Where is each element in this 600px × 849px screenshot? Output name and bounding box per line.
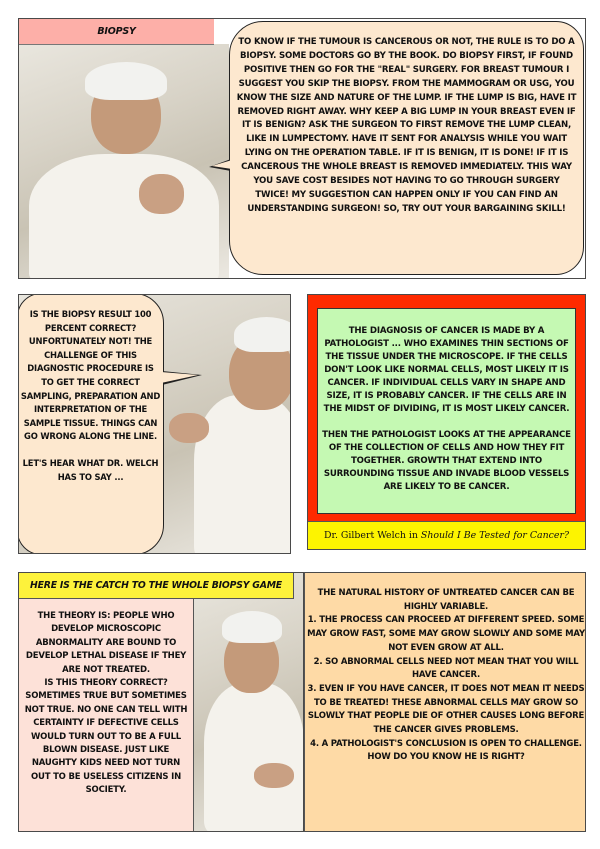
natural-history-text: [305, 587, 586, 765]
hand-shape: [169, 413, 209, 443]
intro-text: THE NATURAL HISTORY OF UNTREATED CANCER CAN BE HIGHLY VARIABLE.: [317, 588, 575, 612]
speech-text: TO KNOW IF THE TUMOUR IS CANCEROUS OR NOT, THE RULE IS TO DO A BIOPSY. SOME DOCTORS GO BY THE BOOK. DO BIOPSY FIRST, IF FOUND POSITIVE THEN GO FOR THE "REAL" SURGERY. FOR BREAST TUMOUR I SUGGEST YOU SKIP THE BIOPSY. FROM THE MAMMOGRAM OR USG, YOU KNOW THE SIZE AND NATURE OF THE LUMP. IF THE LUMP IS BIG, HAVE IT REMOVED RIGHT AWAY. WHY KEEP A BIG LUMP IN YOUR BREAST EVEN IF IT IS BENIGN? ASK THE SURGEON TO FIRST REMOVE THE LUMP CLEAN, LIKE IN LUMPECTOMY. HAVE IT SENT FOR ANALYSIS WHILE YOU WAIT LYING ON THE OPERATION TABLE. IF IT IS BENIGN, IT IS DONE! IF IT IS CANCEROUS THE WHOLE BREAST IS REMOVED IMMEDIATELY. THIS WAY YOU SAVE COST BESIDES NOT HAVING TO GO THROUGH SURGERY TWICE! MY SUGGESTION CAN HAPPEN ONLY IF YOU CAN FIND AN UNDERSTANDING SURGEON! SO, TRY OUT YOUR BARGAINING SKILL!: [236, 37, 577, 214]
doctor-photo-1: [19, 44, 229, 279]
speech-bubble: [229, 21, 584, 275]
hair-shape: [85, 62, 167, 100]
quote-paragraph-1: THE DIAGNOSIS OF CANCER IS MADE BY A PATHOLOGIST ... WHO EXAMINES THIN SECTIONS OF THE TISSUE UNDER THE MICROSCOPE. IF THE CELLS DON'T LOOK LIKE NORMAL CELLS, MOST LIKELY IT IS CANCER. IF INDIVIDUAL CELLS VARY IN SHAPE AND SIZE, IT IS PROBABLY CANCER. IF THE CELLS ARE IN THE MIDST OF DIVIDING, IT IS MOST LIKELY CANCER.: [323, 326, 570, 414]
quote-paragraph-2: THEN THE PATHOLOGIST LOOKS AT THE APPEARANCE OF THE COLLECTION OF CELLS AND HOW THEY FIT TOGETHER. GROWTH THAT EXTEND INTO SURROUNDING TISSUE AND INVADE BLOOD VESSELS ARE LIKELY TO BE CANCER.: [322, 430, 571, 492]
theory-question-text: IS THIS THEORY CORRECT? SOMETIMES TRUE BUT SOMETIMES NOT TRUE. NO ONE CAN TELL WITH CERTAINTY IF DEFECTIVE CELLS WOULD TURN OUT TO BE A FULL BLOWN DISEASE. JUST LIKE NAUGHTY KIDS NEED NOT TURN OUT TO BE USELESS CITIZENS IN SOCIETY.: [24, 678, 188, 796]
point-2: 2. SO ABNORMAL CELLS NEED NOT MEAN THAT YOU WILL HAVE CANCER.: [313, 656, 579, 681]
doctor-photo-3: [194, 573, 304, 832]
speech-bubble: [18, 294, 164, 554]
shirt-shape: [29, 154, 219, 279]
panel-biopsy-catch: [18, 572, 304, 832]
hand-shape: [254, 763, 294, 788]
point-4: 4. A PATHOLOGIST'S CONCLUSION IS OPEN TO CHALLENGE. HOW DO YOU KNOW HE IS RIGHT?: [310, 738, 582, 763]
shirt-shape: [204, 683, 304, 832]
caption-book-title: Should I Be Tested for Cancer?: [420, 530, 569, 541]
caption-author: Dr. Gilbert Welch in: [324, 530, 421, 541]
hand-shape: [139, 174, 184, 214]
point-1: 1. THE PROCESS CAN PROCEED AT DIFFERENT SPEED. SOME MAY GROW FAST, SOME MAY GROW SLOWLY AND SOME MAY NOT EVEN GROW AT ALL.: [307, 615, 585, 653]
speech-text: IS THE BIOPSY RESULT 100 PERCENT CORRECT? UNFORTUNATELY NOT! THE CHALLENGE OF THIS DIAGNOSTIC PROCEDURE IS TO GET THE CORRECT SAMPLING, PREPARATION AND INTERPRETATION OF THE SAMPLE TISSUE. THINGS CAN GO WRONG ALONG THE LINE.: [20, 309, 161, 442]
point-3: 3. EVEN IF YOU HAVE CANCER, IT DOES NOT MEAN IT NEEDS TO BE TREATED! THESE ABNORMAL CELLS MAY GROW SO SLOWLY THAT PEOPLE DIE OF OTHER CAUSES LONG BEFORE THE CANCER GIVES PROBLEMS.: [307, 683, 585, 736]
speech-text-followup: LET'S HEAR WHAT DR. WELCH HAS TO SAY ...: [22, 457, 159, 482]
hair-shape: [222, 611, 282, 643]
panel-natural-history: [304, 572, 586, 832]
theory-text-box: [19, 598, 194, 832]
quote-caption: [308, 521, 585, 549]
theory-text: THE THEORY IS: PEOPLE WHO DEVELOP MICROSCOPIC ABNORMALITY ARE BOUND TO DEVELOP LETHAL DISEASE IF THEY ARE NOT TREATED.: [25, 611, 187, 675]
panel-title: HERE IS THE CATCH TO THE WHOLE BIOPSY GAME: [19, 573, 294, 599]
panel-title: BIOPSY: [19, 19, 214, 45]
hair-shape: [234, 317, 291, 352]
speech-tail-fill: [212, 160, 232, 169]
panel-pathologist-quote: [307, 294, 586, 550]
quote-box: [317, 308, 576, 514]
speech-tail-fill: [161, 372, 198, 383]
panel-biopsy-intro: [18, 18, 586, 279]
panel-biopsy-accuracy: [18, 294, 291, 554]
shirt-shape: [194, 395, 291, 554]
